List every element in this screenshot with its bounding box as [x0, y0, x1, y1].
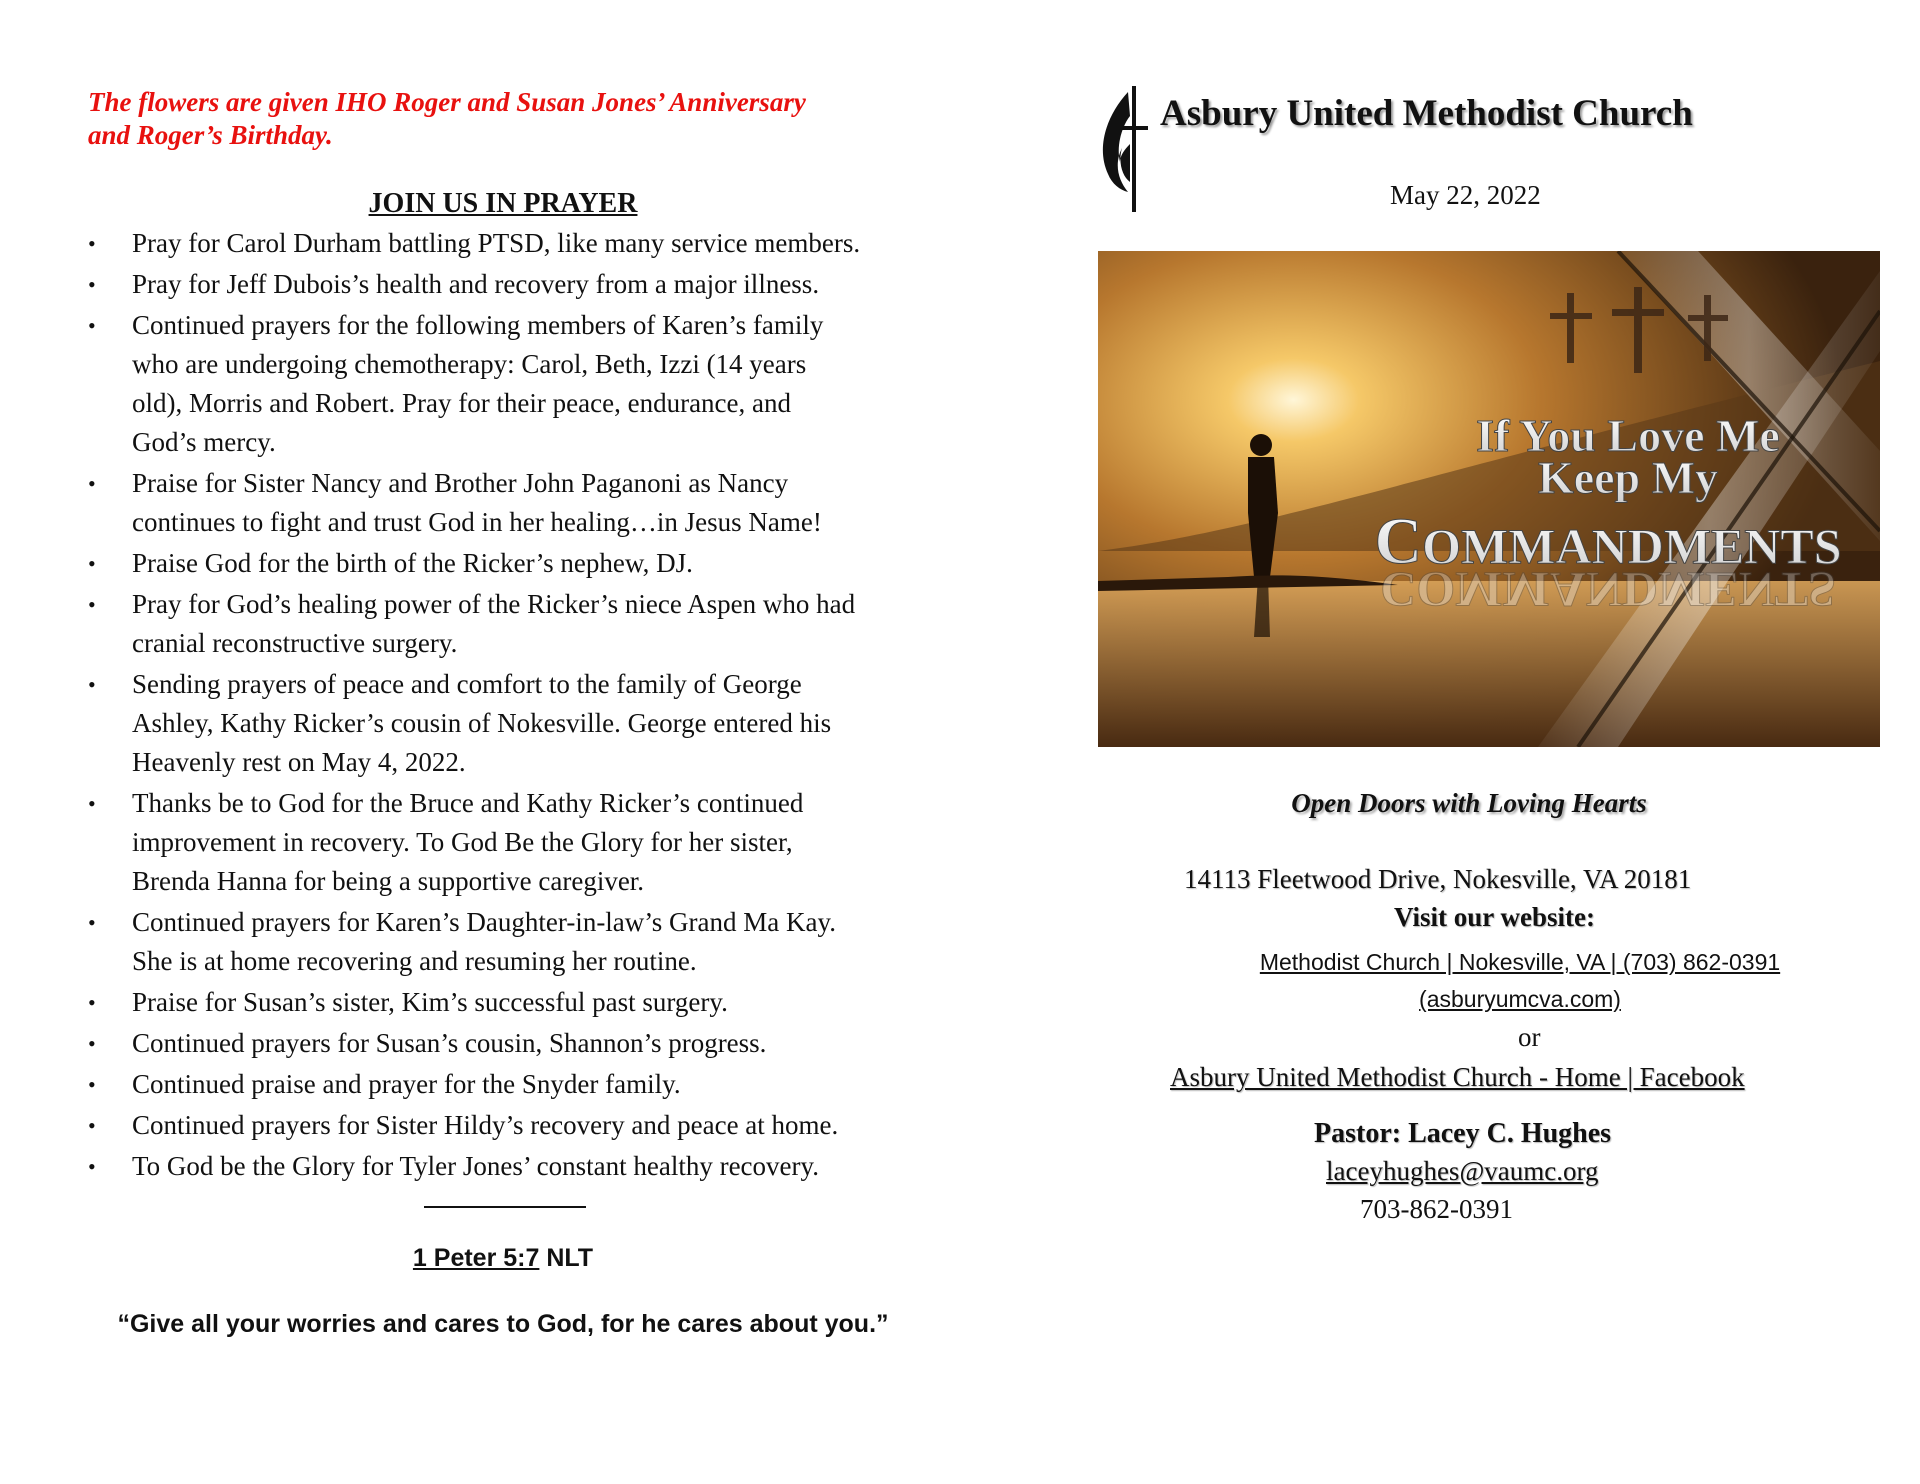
prayer-item	[88, 1147, 928, 1186]
bullet-icon: •	[88, 272, 96, 297]
prayer-item-line: Heavenly rest on May 4, 2022.	[132, 747, 466, 777]
prayer-item-line: Thanks be to God for the Bruce and Kathy Ricker’s continued	[132, 788, 804, 818]
prayer-item-line: Sending prayers of peace and comfort to the family of George	[132, 669, 802, 699]
bullet-icon: •	[88, 910, 96, 935]
prayer-item	[88, 464, 928, 542]
prayer-item-line: She is at home recovering and resuming her routine.	[132, 946, 697, 976]
banner-reflection: COMMANDMENTS	[1380, 562, 1836, 618]
section-divider	[424, 1206, 586, 1208]
prayer-item	[88, 544, 928, 583]
prayer-item	[88, 665, 928, 782]
sermon-banner-image	[1098, 251, 1880, 747]
facebook-link[interactable]: Asbury United Methodist Church - Home | Facebook	[1170, 1062, 1745, 1092]
bullet-icon: •	[88, 231, 96, 256]
website-link-line-2[interactable]: (asburyumcva.com)	[1419, 986, 1621, 1012]
prayer-item	[88, 784, 928, 901]
prayer-item	[88, 1106, 928, 1145]
bullet-icon: •	[88, 990, 96, 1015]
prayer-item-line: Praise for Susan’s sister, Kim’s successful past surgery.	[132, 987, 728, 1017]
visit-website-label: Visit our website:	[1394, 902, 1595, 932]
banner-line-3-rest: OMMANDMENTS	[1422, 518, 1842, 574]
bullet-icon: •	[88, 592, 96, 617]
prayer-item-line: continues to fight and trust God in her healing…in Jesus Name!	[132, 507, 822, 537]
prayer-item-line: Ashley, Kathy Ricker’s cousin of Nokesville. George entered his	[132, 708, 832, 738]
prayer-item-line: Pray for Carol Durham battling PTSD, like many service members.	[132, 228, 861, 258]
church-address: 14113 Fleetwood Drive, Nokesville, VA 20181	[1184, 864, 1692, 894]
bullet-icon: •	[88, 1154, 96, 1179]
prayer-item	[88, 585, 928, 663]
prayer-item-line: improvement in recovery. To God Be the Glory for her sister,	[132, 827, 793, 857]
bullet-icon: •	[88, 1113, 96, 1138]
prayer-item-line: cranial reconstructive surgery.	[132, 628, 458, 658]
prayer-item-line: who are undergoing chemotherapy: Carol, Beth, Izzi (14 years	[132, 349, 807, 379]
church-tagline: Open Doors with Loving Hearts	[1291, 788, 1647, 818]
prayer-item-line: To God be the Glory for Tyler Jones’ constant healthy recovery.	[132, 1151, 820, 1181]
flowers-dedication	[88, 86, 908, 152]
prayer-item	[88, 224, 928, 263]
prayer-item-line: Continued prayers for the following members of Karen’s family	[132, 310, 824, 340]
verse-reference	[88, 1244, 918, 1273]
prayer-item	[88, 983, 928, 1022]
prayer-item-line: Continued prayers for Sister Hildy’s recovery and peace at home.	[132, 1110, 839, 1140]
or-text: or	[1518, 1022, 1541, 1052]
prayer-item-line: Brenda Hanna for being a supportive caregiver.	[132, 866, 645, 896]
prayer-item-line: Continued praise and prayer for the Snyder family.	[132, 1069, 681, 1099]
bullet-icon: •	[88, 1072, 96, 1097]
bullet-icon: •	[88, 1031, 96, 1056]
prayer-item-line: Pray for God’s healing power of the Ricker’s niece Aspen who had	[132, 589, 856, 619]
prayer-item-line: Praise for Sister Nancy and Brother John Paganoni as Nancy	[132, 468, 789, 498]
prayer-item	[88, 306, 928, 462]
flowers-line-2: and Roger’s Birthday.	[88, 120, 333, 150]
bullet-icon: •	[88, 471, 96, 496]
cross-and-flame-logo-icon	[1098, 86, 1150, 212]
prayer-item-line: Continued prayers for Karen’s Daughter-in-law’s Grand Ma Kay.	[132, 907, 836, 937]
flowers-line-1: The flowers are given IHO Roger and Susan Jones’ Anniversary	[88, 87, 806, 117]
church-name: Asbury United Methodist Church	[1160, 93, 1693, 134]
bullet-icon: •	[88, 313, 96, 338]
verse-reference-link[interactable]: 1 Peter 5:7	[412, 1244, 540, 1272]
prayer-item-line: Praise God for the birth of the Ricker’s nephew, DJ.	[132, 548, 693, 578]
bulletin-date: May 22, 2022	[1390, 180, 1541, 210]
website-link[interactable]	[1180, 944, 1860, 1018]
pastor-email-link[interactable]: laceyhughes@vaumc.org	[1326, 1156, 1599, 1186]
bullet-icon: •	[88, 551, 96, 576]
prayer-item-line: Pray for Jeff Dubois’s health and recovery from a major illness.	[132, 269, 820, 299]
prayer-item	[88, 1065, 928, 1104]
pastor-name: Pastor: Lacey C. Hughes	[1314, 1118, 1612, 1149]
prayer-item-line: God’s mercy.	[132, 427, 276, 457]
prayer-heading: JOIN US IN PRAYER	[368, 188, 638, 219]
church-phone: 703-862-0391	[1360, 1194, 1513, 1224]
prayer-item	[88, 903, 928, 981]
prayer-list	[88, 224, 928, 1188]
prayer-item-line: Continued prayers for Susan’s cousin, Shannon’s progress.	[132, 1028, 767, 1058]
bullet-icon: •	[88, 672, 96, 697]
website-link-line-1[interactable]: Methodist Church | Nokesville, VA | (703) 862-0391	[1259, 949, 1781, 975]
prayer-item	[88, 265, 928, 304]
verse-version: NLT	[539, 1244, 594, 1272]
prayer-item	[88, 1024, 928, 1063]
prayer-item-line: old), Morris and Robert. Pray for their peace, endurance, and	[132, 388, 792, 418]
verse-text: “Give all your worries and cares to God, for he cares about you.”	[117, 1310, 889, 1338]
banner-line-3-initial: C	[1374, 505, 1423, 578]
banner-line-2: Keep My	[1537, 452, 1719, 503]
bullet-icon: •	[88, 791, 96, 816]
banner-line-1: If You Love Me	[1476, 410, 1780, 461]
